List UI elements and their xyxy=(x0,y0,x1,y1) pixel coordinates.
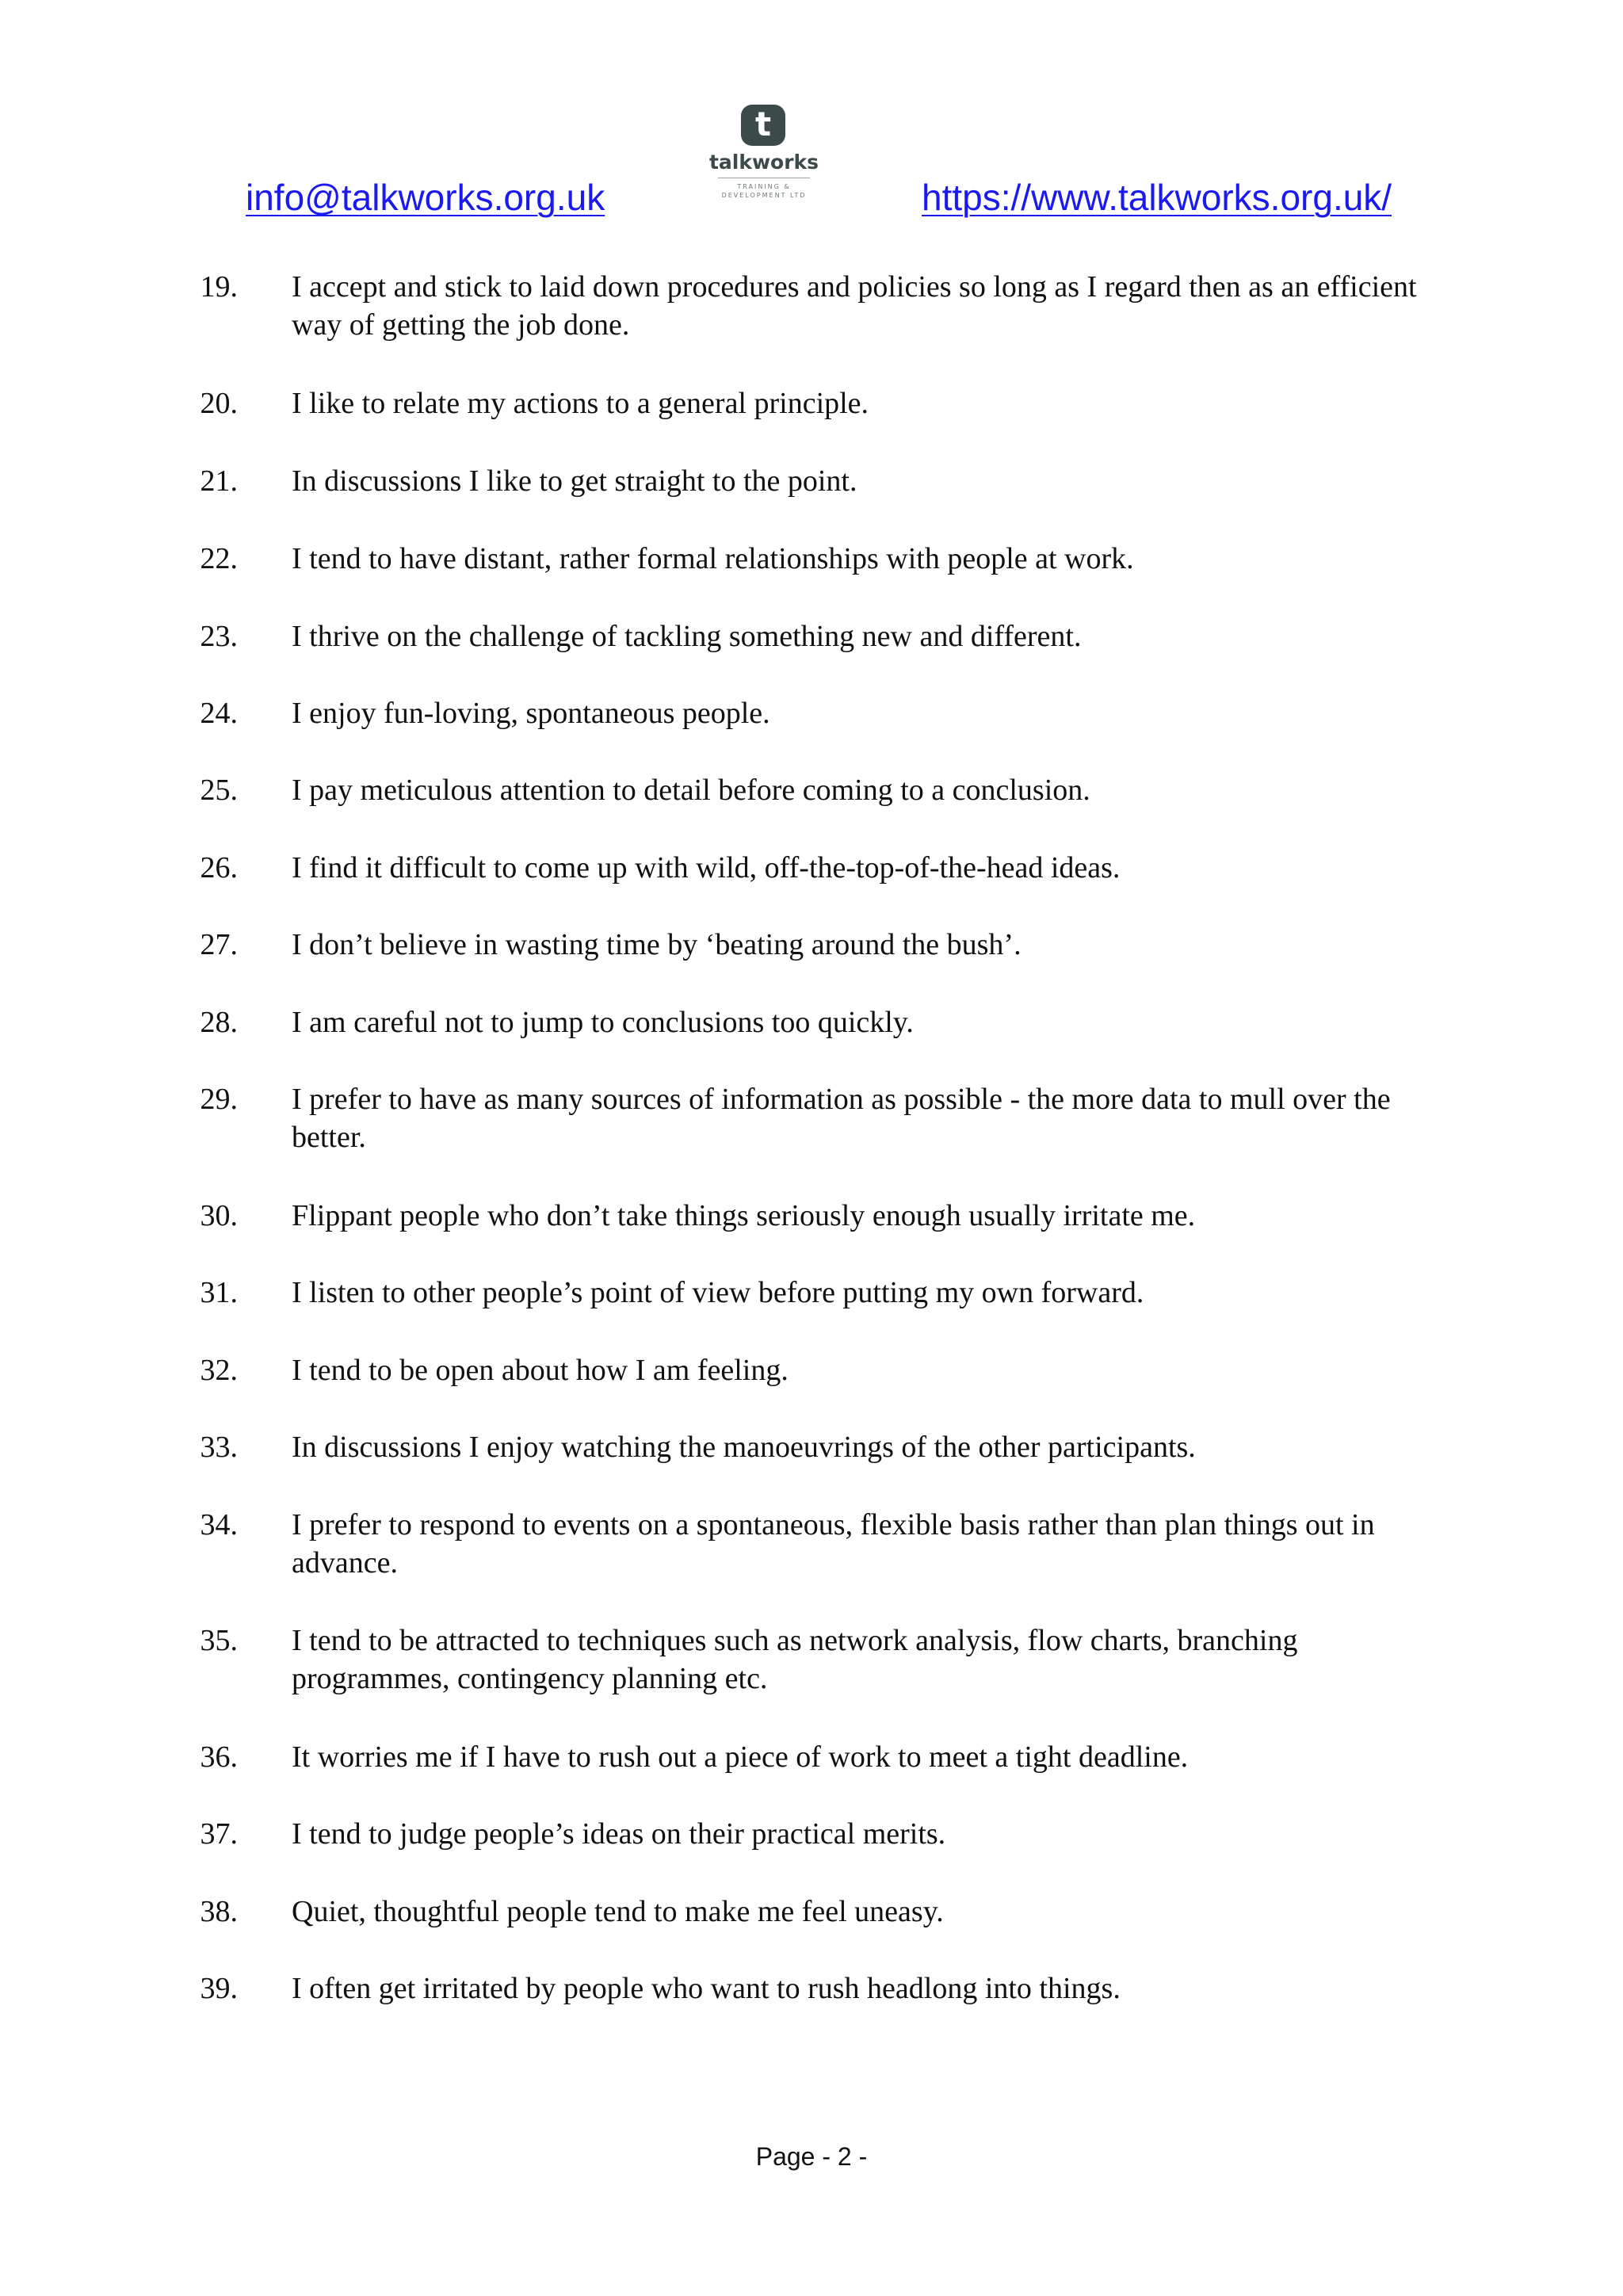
item-text: I tend to judge people’s ideas on their practical merits. xyxy=(292,1817,946,1851)
item-number: 36. xyxy=(200,1740,238,1774)
item-number: 39. xyxy=(200,1972,238,2005)
logo-subtitle-line2: DEVELOPMENT LTD xyxy=(721,192,807,199)
page-number: Page - 2 - xyxy=(755,2142,868,2171)
logo-letter-icon: t xyxy=(741,105,785,146)
item-text: Quiet, thoughtful people tend to make me feel uneasy. xyxy=(292,1895,944,1928)
item-text: I tend to be attracted to techniques such as network analysis, flow charts, branching programmes, contingency planning etc. xyxy=(292,1624,1298,1695)
item-text: I often get irritated by people who want to rush headlong into things. xyxy=(292,1972,1121,2005)
item-text: I like to relate my actions to a general principle. xyxy=(292,387,869,420)
item-number: 22. xyxy=(200,542,238,575)
item-number: 19. xyxy=(200,270,238,304)
item-text: It worries me if I have to rush out a piece of work to meet a tight deadline. xyxy=(292,1740,1189,1774)
item-text: I prefer to have as many sources of information as possible - the more data to mull over the better. xyxy=(292,1083,1391,1154)
item-text: I thrive on the challenge of tackling something new and different. xyxy=(292,620,1082,653)
email-link[interactable]: info@talkworks.org.uk xyxy=(246,177,605,218)
item-number: 23. xyxy=(200,620,238,653)
item-text: I find it difficult to come up with wild, off-the-top-of-the-head ideas. xyxy=(292,851,1121,884)
item-number: 29. xyxy=(200,1083,238,1116)
item-number: 38. xyxy=(200,1895,238,1928)
item-number: 34. xyxy=(200,1508,238,1541)
item-number: 28. xyxy=(200,1006,238,1039)
website-link[interactable]: https://www.talkworks.org.uk/ xyxy=(922,177,1392,218)
item-text: I don’t believe in wasting time by ‘beating around the bush’. xyxy=(292,928,1022,961)
item-text: I enjoy fun-loving, spontaneous people. xyxy=(292,697,770,730)
item-number: 21. xyxy=(200,464,238,498)
item-text: Flippant people who don’t take things seriously enough usually irritate me. xyxy=(292,1199,1196,1232)
item-text: I accept and stick to laid down procedures and policies so long as I regard then as an efficient way of getting the job done. xyxy=(292,270,1417,342)
item-number: 35. xyxy=(200,1624,238,1657)
item-number: 37. xyxy=(200,1817,238,1851)
item-number: 30. xyxy=(200,1199,238,1232)
item-number: 25. xyxy=(200,774,238,807)
item-text: I prefer to respond to events on a spontaneous, flexible basis rather than plan things out in advance. xyxy=(292,1508,1375,1580)
item-number: 24. xyxy=(200,697,238,730)
logo-subtitle-line1: TRAINING & xyxy=(737,183,791,190)
logo-subtitle xyxy=(701,182,827,200)
item-text: I tend to be open about how I am feeling. xyxy=(292,1354,789,1387)
item-number: 32. xyxy=(200,1354,238,1387)
item-number: 20. xyxy=(200,387,238,420)
item-number: 31. xyxy=(200,1276,238,1309)
item-text: In discussions I enjoy watching the manoeuvrings of the other participants. xyxy=(292,1431,1196,1464)
talkworks-logo xyxy=(701,105,827,208)
item-text: I tend to have distant, rather formal relationships with people at work. xyxy=(292,542,1134,575)
item-number: 26. xyxy=(200,851,238,884)
item-text: I listen to other people’s point of view before putting my own forward. xyxy=(292,1276,1144,1309)
item-text: I am careful not to jump to conclusions too quickly. xyxy=(292,1006,914,1039)
item-number: 27. xyxy=(200,928,238,961)
logo-name: talkworks xyxy=(708,151,819,174)
item-number: 33. xyxy=(200,1431,238,1464)
item-text: I pay meticulous attention to detail before coming to a conclusion. xyxy=(292,774,1090,807)
item-text: In discussions I like to get straight to the point. xyxy=(292,464,857,498)
